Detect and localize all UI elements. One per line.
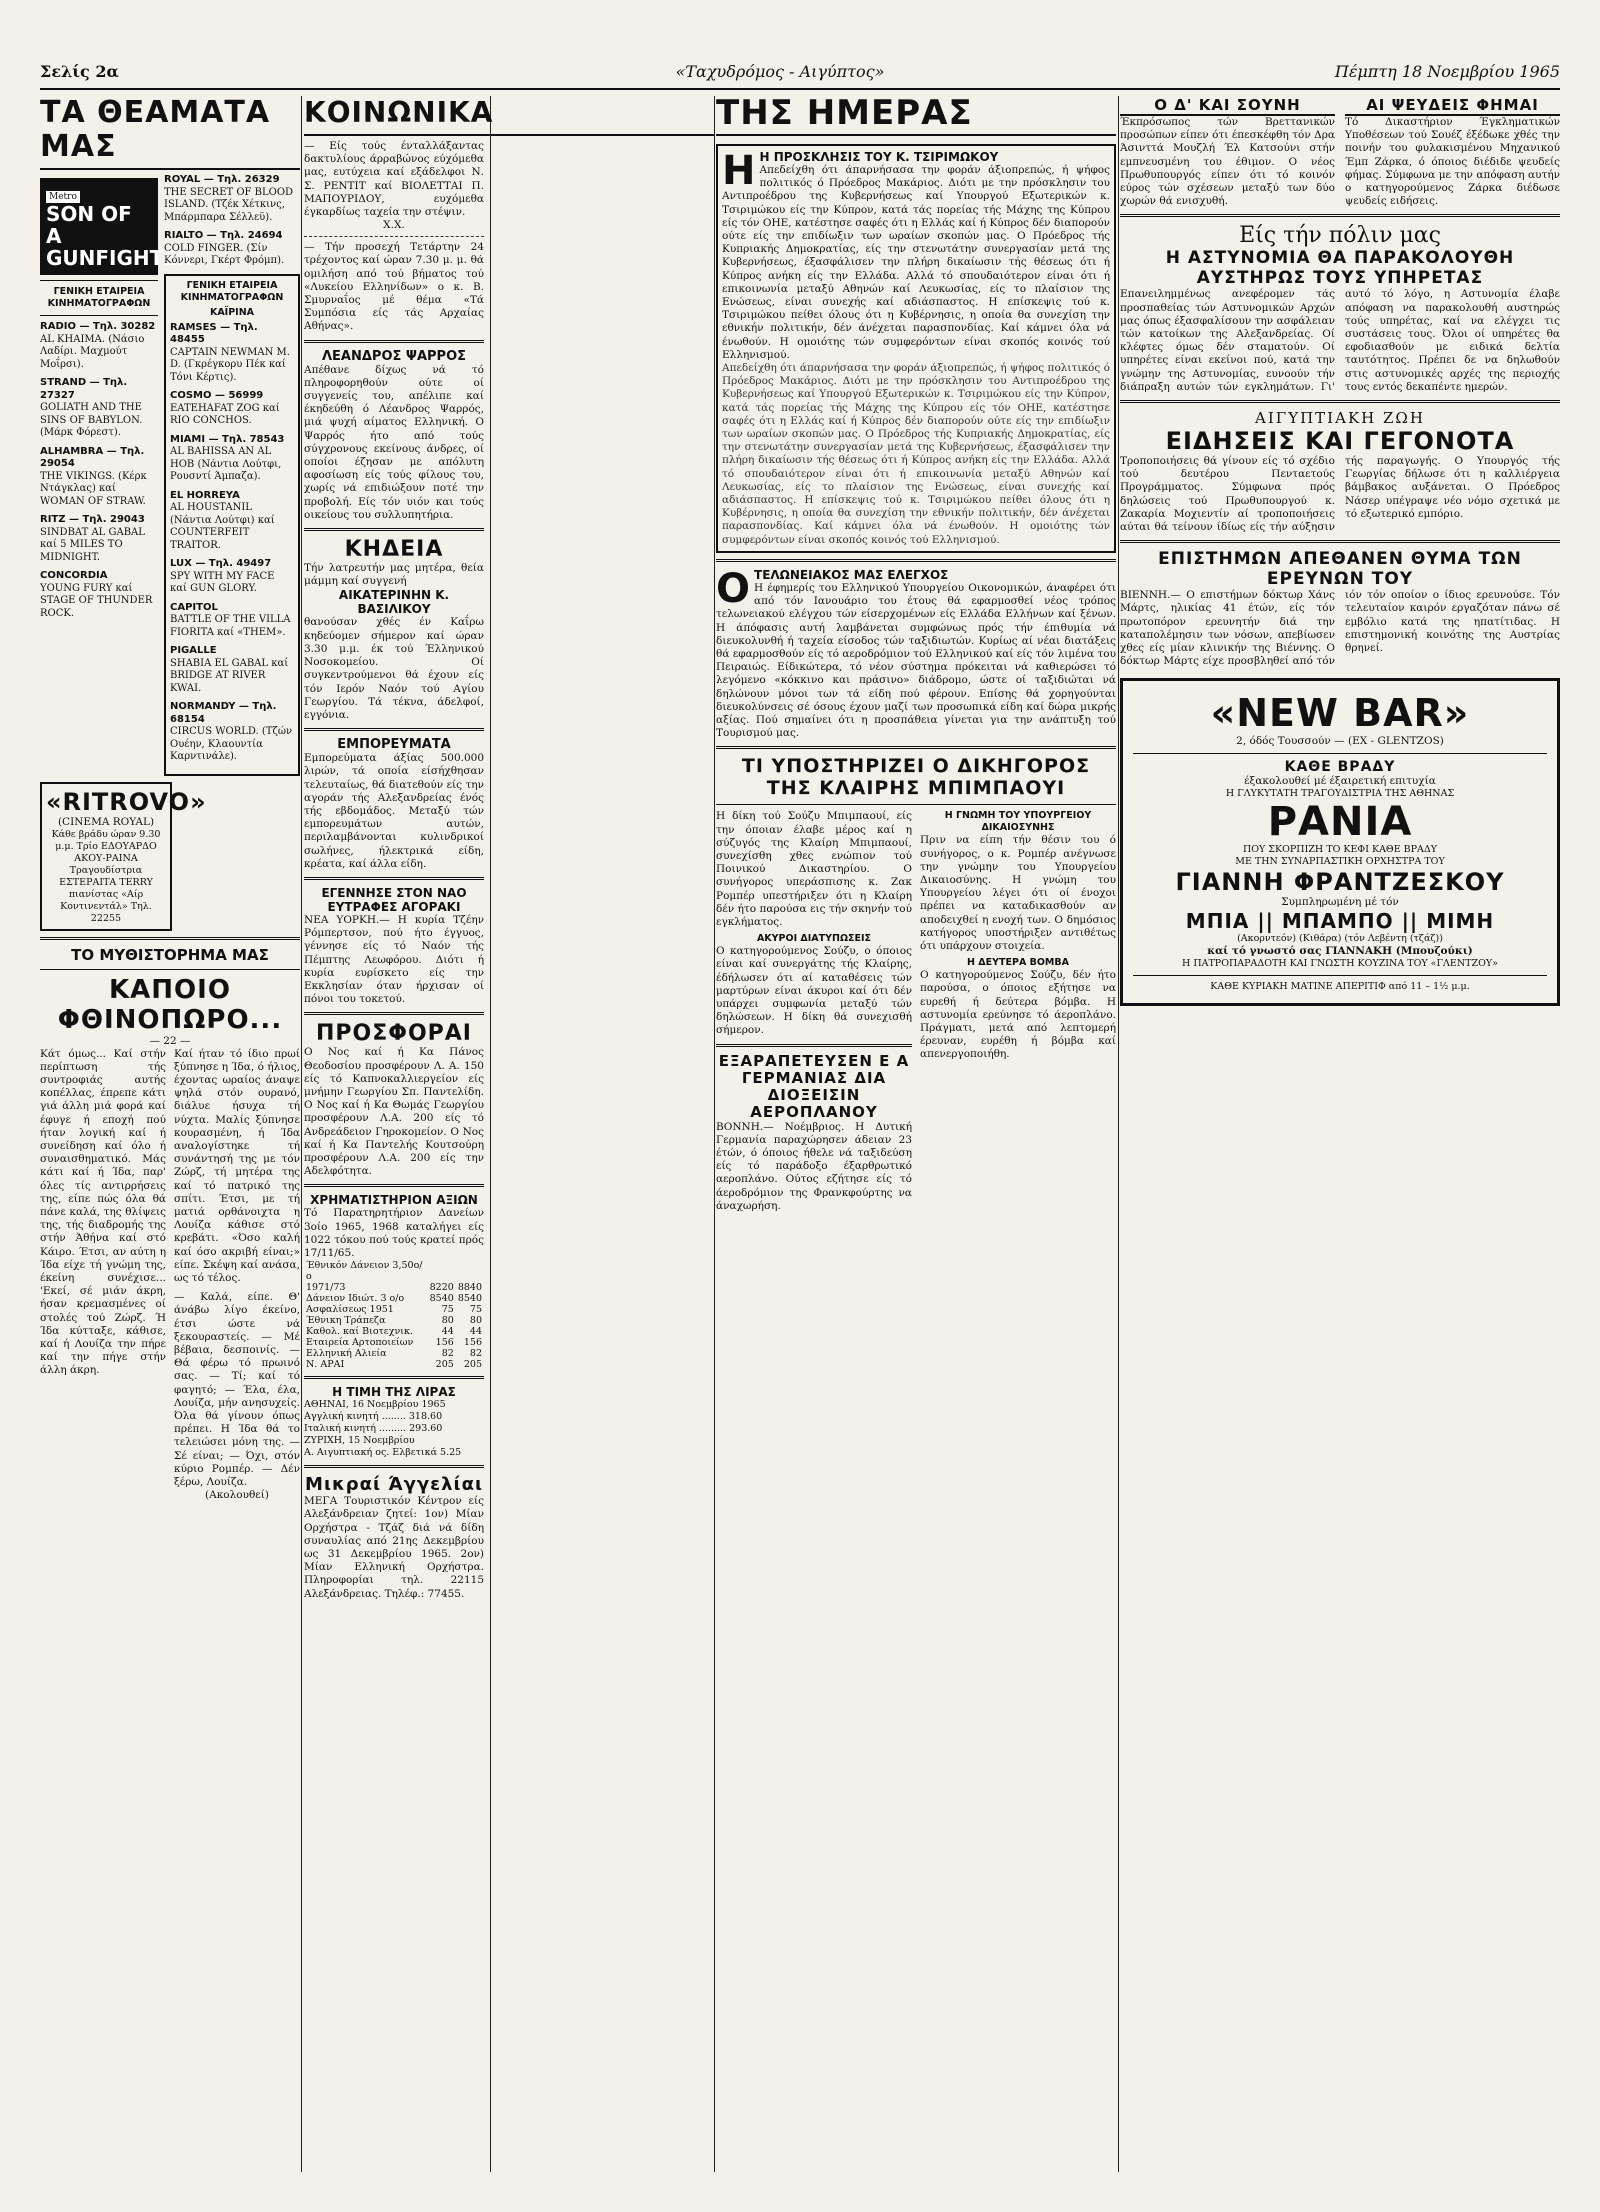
- science-headline: ΕΠΙΣΤΗΜΩΝ ΑΠΕΘΑΝΕΝ ΘΥΜΑ ΤΩΝ ΕΡΕΥΝΩΝ ΤΟΥ: [1158, 549, 1522, 590]
- column-day: [716, 96, 1116, 2172]
- cinema-listing: EL HORREYA AL HOUSTANIL (Νάντια Λούτφι) καί COUNTERFEIT TRAITOR.: [170, 489, 275, 551]
- cinema-listing: NORMANDY — Τηλ. 68154 CIRCUS WORLD. (Τζών Ουέην, Κλαουντία Καρντινάλε).: [170, 701, 293, 762]
- stock-cell: 8840: [457, 1282, 482, 1294]
- article-text: Η έφημερίς του Ελληνικού Υπουργείου Οικονομικών, άναφέρει ότι από τόν Ιανουάριο του έτους θά εφαρμοσθεί νέος τρόπος τελωνειακού ελέγχου τών είσερχομένων είς Ελλάδα Ελλήνων καί ξένων. Η άπόφασις αυτή λαμβάνεται συμφώνως πρός τήν έπιθυμία νά διευκολυνθή ή ταχεία είσοδος τών ταξιδιωτών. Κυρίως αί νέαι διατάξεις θά εφαρμοσθούν είς τό αεροδρόμιον τού Ελληνικού καί είς τόν λιμένα του Πειραιώς. Είδικώτερα, τό νέον σύστημα πρόκειται νά καθιερώσει τό λεγόμενο «κόκκινο και πράσινο» διάδρομο, ώστε οί ταξιδιώται νά δηλώνουν μόνοι των τά είδη πού φέρουν. Επίσης θά χορηγούνται διευκολύνσεις σέ όσους έχουν μαζί των προσωπικά είδη καί δώρα μικρής αξίας. Πού σημαίνει ότι η προσπάθεια γίνεται για την ανάπτυξη τού Τουρισμού μας.: [716, 581, 1116, 740]
- stock-cell: 8540: [457, 1293, 482, 1305]
- stock-cell: 205: [463, 1359, 482, 1371]
- metro-logo: Metro: [46, 191, 80, 203]
- drop-cap: Ο: [716, 565, 751, 612]
- article-heading: Η ΠΡΟΣΚΛΗΣΙΣ ΤΟΥ Κ. ΤΣΙΡΙΜΩΚΟΥ: [759, 150, 999, 164]
- egypt-label: ΑΙΓΥΠΤΙΑΚΗ ΖΩΗ: [1255, 409, 1425, 428]
- newspaper-name: «Ταχυδρόμος - Αιγύπτος»: [675, 62, 885, 81]
- cinema-listing: CONCORDIA YOUNG FURY καί STAGE OF THUNDER ROCK.: [40, 570, 153, 619]
- cinema-listing: RADIO — Τηλ. 30282 AL KHAIMA. (Νάσιο Λαδίρι. Μαχμούτ Μοΐρσι).: [40, 321, 156, 370]
- serial-title: ΚΑΠΟΙΟ ΦΘΙΝΟΠΩΡΟ...: [57, 974, 283, 1035]
- temple-text: ΝΕΑ ΥΟΡΚΗ.— Η κυρία Τζέην Ρόμπερτσον, πού ήτο έγγυος, γέννησε είς τό Ναόν τής Πέμπτης Λεωφόρου. Διότι ή κυρία ευρίσκετο είς την Εκκλησίαν όταν ήρχισαν οί πόνοι του τοκετού.: [304, 913, 484, 1006]
- stock-table: [304, 1260, 484, 1370]
- stock-cell: Καθολ. καί Βιοτεχνικ.: [306, 1326, 413, 1338]
- social-item: — Είς τούς ένταλλάξαντας δακτυλίους άρραβώνος εύχόμεθα μας, ευτύχεια καί εξάδελφοι Ν. Σ. ΡΕΝΤΙΤ καί ΒΙΟΛΕΤΤΑΙ Π. ΜΑΠΟΥΡΙΔΟΥ, ευχόμεθα έγκαρδίως ταχεία την στέψιν.: [304, 140, 484, 219]
- cinema-listing: COSMO — 56999 EATEHAFAT ZOG καί RIO CONCHOS.: [170, 390, 280, 426]
- cinema-listing: RAMSES — Τηλ. 48455 CAPTAIN NEWMAN M. D. (Γκρέγκορυ Πέκ καί Τόνι Κέρτις).: [170, 321, 290, 383]
- serial-part: — 22 —: [149, 1034, 191, 1047]
- region-label: ΚΑΪΡΙΝΑ: [209, 306, 255, 318]
- bar-line: ΠΟΥ ΣΚΟΡΠΙΖΗ ΤΟ ΚΕΦΙ ΚΑΘΕ ΒΡΑΔΥ: [1242, 844, 1438, 856]
- new-bar-ad: [1120, 678, 1560, 1006]
- article-text: Απεδείχθη ότι άπαρνήσασα την φοράν άξιοπρεπώς, ή ψήφος πολιτικός ό Πρόεδρος Μακάριος. Διότι με την πρόσκλησιν του Αντιπροέδρου της Κυβερνήσεως καί Υπουργού Εξωτερικών κ. Τσιριμώκου είς την Κύπρον, κατά τάς πορείας τής Μάχης της Κύπρου είς τόν ΟΗΕ, κατέστησε σαφές ότι η Ελλάς καί ή Κύπρος δέν διαπορούν ούτε είς την επιδίωξιν των ωραίων σκοπών μας. Ο Πρόεδρος τής Κυπριακής Δημοκρατίας, είς την στενωτάτην συνεργασίαν μετά της Κυβερνήσεως, έξασφάλισεν την πλήρη δικαίωσιν τής θέσεως ότι ή Κύπρος ανήκη είς την Ελλάδα. Αλλά τό σπουδαιότερον είναι ότι ή επικοινωνία μεταξύ Αθηνών καί Λευκωσίας, είς το πλαίσιον της Ενώσεως, είναι συνεχής καί αδιάσπαστος. Η επίσκεψις τού κ. Τσιριμώκου πείθει όλους ότι η Κυβέρνησις, η οποία θα συνεχίση την εθνικήν πολιτικήν, δέν άνέχεται παρασπονδίας. Καί κάμνει όλα νά ένωθούν. Η ομοιότης τών συμφερόντων είναι σκοπός κοινός τού Ελληνισμού.: [722, 362, 1110, 546]
- social-title: ΚΟΙΝΩΝΙΚΑ: [304, 96, 714, 136]
- stock-cell: Έθνικη Τράπεζα: [306, 1315, 386, 1327]
- stock-cell: [428, 1260, 456, 1282]
- bar-line: Η ΓΛΥΚΥΤΑΤΗ ΤΡΑΓΟΥΔΙΣΤΡΙΑ ΤΗΣ ΑΘΗΝΑΣ: [1225, 788, 1455, 800]
- article-subheading: Η ΓΝΩΜΗ ΤΟΥ ΥΠΟΥΡΓΕΙΟΥ ΔΙΚΑΙΟΣΥΝΗΣ: [944, 810, 1092, 834]
- stock-row: [304, 1337, 484, 1348]
- stock-cell: 205: [435, 1359, 454, 1371]
- temple-heading: ΕΓΕΝΝΗΣΕ ΣΤΟΝ ΝΑΟ: [321, 885, 467, 900]
- article-heading: ΕΞΑΡΑΠΕΤΕΥΣΕΝ Ε Α ΓΕΡΜΑΝΙΑΣ ΔΙΑ ΔΙΟΞΕΙΣΙΝ ΑΕΡΟΠΛΑΝΟΥ: [718, 1051, 910, 1121]
- ritrovo-title: «RITROVO»: [46, 787, 207, 816]
- theatres-title: ΤΑ ΘΕΑΜΑΤΑ ΜΑΣ: [40, 96, 300, 170]
- stock-cell: 44: [469, 1326, 482, 1338]
- article-text: Ο κατηγορούμενος Σούζυ, δέν ήτο παρούσα, ο όποιος εξήτησε να ευρεθή ή δεύτερα βόμβα. Η αστυνομία ερεύνησε τό άεροπλάνο. Πράγματι, μετά από λεπτομερή έρευναν, ευρέθη ή βόμβα καί απενεργοποιήθη.: [920, 969, 1116, 1061]
- cinema-listing: ROYAL — Τηλ. 26329 THE SECRET OF BLOOD ISLAND. (Τζέκ Χέτκινς, Μπάρμπαρα Σέλλεϋ).: [164, 174, 294, 223]
- company-name: ΓΕΝΙΚΗ ΕΤΑΙΡΕΙΑ ΚΙΝΗΜΑΤΟΓΡΑΦΩΝ: [180, 279, 284, 303]
- stock-cell: [456, 1260, 484, 1282]
- bar-line: καί τό γνωστό σας ΓΙΑΝΝΑΚΗ (Μπουζούκι): [1207, 945, 1473, 958]
- ritrovo-text: Κάθε βράδυ ώραν 9.30 μ.μ. Τρίο ΕΔΟΥΑΡΔΟ ΑΚΟΥ-ΡΑΙΝΑ Τραγουδίστρια ΕΣΤΕΡΑΙΤΑ TERRY πιανίστας «Αίρ Κοντινεντάλ» Τηλ. 22255: [51, 828, 161, 924]
- page-number: Σελίς 2α: [40, 62, 119, 81]
- cinema-listing: STRAND — Τηλ. 27327 GOLIATH AND THE SINS OF BABYLON. (Μάρκ Φόρεστ).: [40, 377, 143, 438]
- funeral-title: ΚΗΔΕΙΑ: [344, 537, 444, 563]
- drop-cap: Η: [722, 148, 756, 194]
- city-section-title: Είς τήν πόλιν μας: [1239, 223, 1441, 249]
- serial-continued: (Ακολουθεί): [205, 1489, 269, 1502]
- article-text: Απεδείχθη ότι άπαρνήσασα την φοράν άξιοπρεπώς, ή ψήφος πολιτικός ό Πρόεδρος Μακάριος. Διότι με την πρόσκλησιν του Αντιπροέδρου της Κυβερνήσεως καί Υπουργού Εξωτερικών κ. Τσιριμώκου είς την Κύπρον, κατά τάς πορείας τής Μάχης της Κύπρου είς τόν ΟΗΕ, κατέστησε σαφές ότι η Ελλάς καί ή Κύπρος δέν διαπορούν ούτε είς την επιδίωξιν των ωραίων σκοπών μας. Ο Πρόεδρος τής Κυπριακής Δημοκρατίας, είς την στενωτάτην συνεργασίαν μετά της Κυβερνήσεως, έξασφάλισεν την πλήρη δικαίωσιν τής θέσεως ότι ή Κύπρος ανήκη είς την Ελλάδα. Αλλά τό σπουδαιότερον είναι ότι ή επικοινωνία μεταξύ Αθηνών καί Λευκωσίας, είς το πλαίσιον της Ενώσεως, είναι συνεχής καί αδιάσπαστος. Η επίσκεψις τού κ. Τσιριμώκου πείθει όλους ότι η Κυβέρνησις, η οποία θα συνεχίση την εθνικήν πολιτικήν, δέν άνέχεται παρασπονδίας. Καί κάμνει όλα νά ένωθούν. Η ομοιότης τών συμφερόντων είναι σκοπός κοινός τού Ελληνισμού.: [722, 164, 1110, 361]
- day-title: ΤΗΣ ΗΜΕΡΑΣ: [716, 96, 1116, 136]
- article-text: Η δίκη τού Σούζυ Μπιμπαουί, είς την όποιαν έλαβε μέρος καί η σύζυγός της Κλαίρη Μπιμπαουί, συνεχίσθη χθες ενώπιον τού Ποινικού Δικαστηρίου. Ο συνήγορος υπεράσπισης κ. Ζακ Ρομπέρ υπεστήριξεν ότι η Κλαίρη δέν ήτο παρούσα εις τήν σκηνήν τού εγκλήματος.: [716, 810, 912, 928]
- singer-name: ΡΑΝΙΑ: [1267, 799, 1413, 846]
- film-title: SON OF A GUNFIGHTER: [46, 202, 193, 270]
- obituary-heading: ΛΕΑΝΔΡΟΣ ΨΑΡΡΟΣ: [321, 348, 467, 364]
- pound-line: ΖΥΡΙΧΗ, 15 Νοεμβρίου: [304, 1435, 415, 1447]
- classifieds-text: ΜΕΓΑ Τουριστικόν Κέντρον είς Αλεξάνδρειαν ζητεί: 1ον) Μίαν Ορχήστρα - Τζάζ διά νά δίδη συναυλίας από 21ης Δεκεμβρίου ως 31 Δεκεμβρίου 1965. 2ον) Μίαν Ελληνική Ορχήστρα. Πληροφορίαι τηλ. 22115 Αλεξάνδρειας. Τηλέφ.: 77455.: [304, 1495, 484, 1600]
- stock-row: [304, 1293, 484, 1304]
- bar-line: Συμπληρωμένη μέ τόν: [1281, 896, 1399, 909]
- pound-line: ΑΘΗΝΑΙ, 16 Νοεμβρίου 1965: [304, 1399, 446, 1411]
- serial-label: ΤΟ ΜΥΘΙΣΤΟΡΗΜΑ ΜΑΣ: [71, 945, 269, 964]
- stock-cell: 80: [469, 1315, 482, 1327]
- article-text: ΒΟΝΝΗ.— Νοέμβριος. Η Δυτική Γερμανία παραχώρησεν άδειαν 23 έτών, ό όποιος ήθελε νά ταξιδεύση είς τό παράδοξο έξαρθρωτικό αεροπλάνο. Ούτος εζήτησε είς τό άεροδρόμιον της Φρανκφούρτης να άναχωρήση.: [716, 1120, 912, 1212]
- company-name: ΓΕΝΙΚΗ ΕΤΑΙΡΕΙΑ ΚΙΝΗΜΑΤΟΓΡΑΦΩΝ: [47, 286, 151, 309]
- pound-line: Α. Αιγυπτιακή ος. Ελβετικά 5.25: [304, 1447, 462, 1459]
- stock-cell: Έθνικόν Δάνειον 3,50ο/ο: [306, 1260, 423, 1283]
- bar-every-night: ΚΑΘΕ ΒΡΑΔΥ: [1284, 759, 1396, 776]
- trade-text: Εμπορεύματα άξίας 500.000 λιρών, τά οποία είσήχθησαν τελευταίως, θά διατεθούν είς την αγοράν τής Αλεξανδρείας ένός τής εβδομάδος. Μεταξύ τών εμπορευμάτων αυτών, περιλαμβάνονται κυλινδρικοί σωλήνες, ήλεκτρικά είδη, κρέατα, καί άλλα είδη.: [304, 752, 484, 870]
- orchestra-name: ΓΙΑΝΝΗ ΦΡΑΝΤΖΕΣΚΟΥ: [1175, 868, 1505, 897]
- stock-cell: Εταιρεία Αρτοποιείων: [306, 1337, 414, 1349]
- stock-row: [304, 1359, 484, 1370]
- stock-cell: 44: [441, 1326, 454, 1338]
- stock-cell: 82: [469, 1348, 482, 1360]
- news-text: Τό Δικαστήριον Έγκληματικών Υποθέσεων τού Σουέζ έξέδωκε χθές την ποινήν του φυλακισμένου Μηχανικού Έμπ Ζάρκα, ό όποιος διέδιδε ψευδείς φήμας. Σύμφωνα με την απόφαση αυτήν ο κατηγορούμενος Ζάρκα διέδωσε ψευδείς ειδήσεις.: [1345, 116, 1560, 208]
- cinema-listing: PIGALLE SHABIA EL GABAL καί BRIDGE AT RIVER KWAI.: [170, 645, 289, 694]
- stock-cell: Δάνειον Ιδιώτ. 3 ο/ο: [306, 1293, 405, 1305]
- stock-row: [304, 1304, 484, 1315]
- news-heading: Ο Δ' ΚΑΙ ΣΟΥΝΗ: [1120, 96, 1335, 116]
- egypt-text: Τροποποιήσεις θά γίνουν είς τό σχέδιο τού δευτέρου Πενταετούς Προγράμματος. Σύμφωνα πρός δηλώσεις τού Πρωθυπουργού κ. Ζακαρία Μοχιεντίν αί τροποποιήσεις αύται θά τείνουν ίδίως είς τήν αύξησιν τής παραγωγής. Ο Υπουργός τής Γεωργίας δήλωσε ότι η καλλιέργεια βάμβακος αυξάνεται. Ο Πρόεδρος Νάσερ υπέγραψε νέο νόμο σχετικά με τό εξωτερικό εμπόριο.: [1120, 455, 1560, 534]
- column-social: [304, 96, 714, 2172]
- temple-heading-2: ΕΥΤΡΑΦΕΣ ΑΓΟΡΑΚΙ: [327, 899, 461, 914]
- egypt-headline: ΕΙΔΗΣΕΙΣ ΚΑΙ ΓΕΓΟΝΟΤΑ: [1165, 427, 1515, 456]
- stock-row: [304, 1315, 484, 1326]
- cinema-listing: LUX — Τηλ. 49497 SPY WITH MY FACE καί GUN GLORY.: [170, 558, 275, 594]
- stock-cell: 80: [441, 1315, 454, 1327]
- social-item: — Τήν προσεχή Τετάρτην 24 τρέχοντος καί ώραν 7.30 μ. μ. θά ομιλήση από τού βήματος τού «Λυκείου Ελληνίδων» ο κ. Β. Σμυρναΐος μέ θέμα «Τά Συμπόσια είς τάς Αρχαίας Αθήνας».: [304, 241, 484, 333]
- cinema-listing: CAPITOL BATTLE OF THE VILLA FIORITA καί «THEM».: [170, 601, 291, 638]
- article-heading: ΤΕΛΩΝΕΙΑΚΟΣ ΜΑΣ ΕΛΕΓΧΟΣ: [754, 567, 949, 582]
- offers-text: Ο Νος καί ή Κα Πάνος Θεοδοσίου προσφέρουν Λ. Α. 150 είς τό Καπνοκαλλιεργείον είς μνήμην Γεωργίου Σπ. Παντελίδη. Ο Νος καί ή Κα Θωμάς Γεωργίου προσφέρουν Λ.Α. 200 είς τό Ανδρεάδειον Γηροκομείον. Ο Νος καί ή Κα Παντελής Κουτσούρη προσφέρουν Λ.Α. 200 είς την Αδελφότητα.: [304, 1046, 484, 1178]
- trade-heading: ΕΜΠΟΡΕΥΜΑΤΑ: [337, 737, 451, 753]
- pound-line: Ιταλική κινητή ......... 293.60: [304, 1423, 443, 1435]
- film-ad: [40, 178, 193, 275]
- cinema-listing: RIALTO — Τηλ. 24694 COLD FINGER. (Σίν Κόννερι, Γκέρτ Φρόμπ).: [164, 230, 285, 266]
- article-subheading: Η ΔΕΥΤΕΡΑ ΒΟΜΒΑ: [967, 957, 1069, 969]
- pound-heading: Η ΤΙΜΗ ΤΗΣ ΛΙΡΑΣ: [332, 1385, 456, 1400]
- ritrovo-ad: [40, 782, 207, 931]
- cinema-listing: RITZ — Τηλ. 29043 SINDBAT AL GABAL καί 5 MILES TO MIDNIGHT.: [40, 514, 145, 563]
- stock-cell: 75: [469, 1304, 482, 1316]
- news-text: Έκπρόσωπος τών Βρεττανικών προσώπων είπεν ότι έπεσκέφθη τόν Δρα Άσινττά Μουζλή Έλ Κατσούνι στήν εμπνευσμένη του έθιμον. Ο νέος Πρωθυπουργός είπεν ότι τό κοινόν εύρος τών σχέσεων μεταξύ των δύο χωρών θά ενισχυθή.: [1120, 116, 1335, 208]
- obituary-text: Απέθανε δίχως νά τό πληροφορηθούν ούτε οί συγγενείς του, απέλιπε καί έκηδεύθη ό Λέανδρος Ψαρρός, μιά ψυχή αίματος Ελληνική. Ο Ψαρρός ήτο από τούς σύγχρονους εκείνους άνδρες, οί οποίοι έζησαν με απόλυτη αφοσίωση είς τούς φίλους του, χωρίς νά επιδιώξουν ποτέ την προβολή. Είς τόν υιόν και τούς οικείους του συλλυπητήρια.: [304, 363, 484, 521]
- stock-cell: 8540: [429, 1293, 454, 1305]
- column-divider: [714, 96, 715, 2172]
- bar-name: «NEW BAR»: [1210, 691, 1470, 736]
- stock-cell: 75: [441, 1304, 454, 1316]
- cinema-listing: MIAMI — Τηλ. 78543 AL BAHISSA AN AL HOB (Νάντια Λούτφι, Ρουσντί Άμπαζα).: [170, 433, 285, 482]
- stock-row: [304, 1326, 484, 1337]
- news-heading: ΑΙ ΨΕΥΔΕΙΣ ΦΗΜΑΙ: [1345, 96, 1560, 116]
- stock-text: Τό Παρατηρητήριον Δανείων 3οίο 1965, 1968 καταλήγει είς 1022 τόκου πού τούς κρατεί πρός 17/11/65.: [304, 1207, 484, 1259]
- article-subheading: ΑΚΥΡΟΙ ΔΙΑΤΥΠΩΣΕΙΣ: [756, 933, 872, 945]
- city-text: Επανειλημμένως ανεφέρομεν τάς προσπαθείας τών Αστυνομικών Αρχών μας όπως έξασφαλίσουν την ασφάλειαν τών κατοίκων της Αλεξανδρείας. Οί κλέφτες όμως δέν σταματούν. Οί υπηρέτες είναι εκείνοι πού, κατά την γνώμην της Αστυνομίας, ευνοούν τήν διάπραξη αυτών τών εγκλημάτων. Γι' αυτό τό λόγο, η Αστυνομία έλαβε απόφαση να παρακολουθή αυστηρώς τούς υπηρέτας, καί να ελέγχει τις συστάσεις τους. Όλοι οί υπηρέτες θα εφοδιασθούν με ειδικά δελτία ταυτότητος. Πρέπει δε να δηλωθούν στις αστυνομικές αρχές της περιοχής τους εντός δεκαπέντε ημερών.: [1120, 288, 1560, 393]
- column-theatres: [40, 96, 300, 2172]
- funeral-intro: Τήν λατρευτήν μας μητέρα, θεία μάμμη καί συγγενή: [304, 562, 484, 588]
- serial-dialogue: — Καλά, είπε. Θ' άνάβω λίγο έκείνο, έτσι ώστε νά ξεκουραστείς. — Μέ βέβαια, δεσποινίς. — Θά φέρω τό πρωινό σας. — Τί; καί τό φαγητό; — Έλα, έλα, Λουίζα, μήν ανησυχείς. Όλα θά γίνουν όπως πρέπει. Η Ίδα θά το τελειώσει μόνη της. — Σέ είναι; — Όχι, στόν κύριο Ρομπέρ. — Δέν ξέρω, Λουίζα.: [174, 1291, 300, 1488]
- offers-title: ΠΡΟΣΦΟΡΑΙ: [315, 1021, 472, 1047]
- sunday-matinee: ΚΑΘΕ ΚΥΡΙΑΚΗ ΜΑΤΙΝΕ ΑΠΕΡΙΤΙΦ από 11 – 1½ μ.μ.: [1210, 981, 1470, 993]
- ritrovo-subtitle: (CINEMA ROYAL): [57, 815, 155, 828]
- serial-text: Καί ήταν τό ίδιο πρωί ξύπνησε η Ίδα, ό ήλιος, έχοντας ωραίος άναψε ψηλά στόν ουρανό, διάλυε ήσυχα τή νύχτα. Μαλίς ξύπνησε κουρασμένη, ή Ίδα αναλογίστηκε τή συνάντησή της με τόν Ζώρζ, τή μητέρα της καί τό πατρικό της σπίτι. Έτσι, με τή ματιά ορθάνοιχτα η Λουίζα κάθισε στό κρεβάτι. «Όσο καλή καί όσο ακριβή είναι;» είπε. Σκέψη καί ανάσα, ως τό τέλος.: [174, 1047, 300, 1284]
- social-sign: Χ.Χ.: [383, 219, 405, 232]
- bar-kitchen: Η ΠΑΤΡΟΠΑΡΑΔΟΤΗ ΚΑΙ ΓΝΩΣΤΗ ΚΟΥΖΙΝΑ ΤΟΥ «ΓΛΕΝΤΖΟΥ»: [1182, 958, 1498, 970]
- article-text: Πριν να είπη τήν θέσιν του ό συνήγορος, ο κ. Ρομπέρ ανέγνωσε την γνώμην του Υπουργείου Δικαιοσύνης. Η γνώμη του Υπουργείου λέγει ότι οί ένοχοι πρέπει να καταδικασθούν αν αποδειχθεί η ενοχή των. Ο δημόσιος κατήγορος υποστήριξεν αντιθέτως ότι υπάρχουν στοιχεία.: [920, 834, 1116, 952]
- stock-cell: Ελληνική Αλιεία: [306, 1348, 387, 1360]
- classifieds-title: Μικραί Άγγελίαι: [305, 1474, 483, 1496]
- pound-line: Αγγλική κινητή ........ 318.60: [304, 1411, 443, 1423]
- stock-cell: 82: [441, 1348, 454, 1360]
- stock-heading: ΧΡΗΜΑΤΙΣΤΗΡΙΟΝ ΑΞΙΩΝ: [310, 1193, 478, 1208]
- column-divider: [1118, 96, 1119, 2172]
- musicians: ΜΠΙΑ || ΜΠΑΜΠΟ || ΜΙΜΗ: [1185, 909, 1495, 934]
- page-header: [40, 62, 1560, 90]
- stock-cell: 156: [435, 1337, 454, 1349]
- musician-instruments: (Ακορντεόν) (Κιθάρα) (τόν Λεβέντη (τζάζ)): [1237, 933, 1443, 945]
- stock-row: [304, 1282, 484, 1293]
- column-right: [1120, 96, 1560, 2172]
- issue-date: Πέμπτη 18 Νοεμβρίου 1965: [1334, 62, 1560, 81]
- article-heading: ΤΙ ΥΠΟΣΤΗΡΙΖΕΙ Ο ΔΙΚΗΓΟΡΟΣ ΤΗΣ ΚΛΑΙΡΗΣ ΜΠΙΜΠΑΟΥΙ: [741, 755, 1091, 800]
- article-text: Ο κατηγορούμενος Σούζυ, ο όποιος είναι καί συνεργάτης τής Κλαίρης, έδήλωσεν ότι αί καταθέσεις τών μαρτύρων είναι άκυροι καί ότι δέν υπάρχει συμφωνία μεταξύ τών δηλώσεων. Η δίκη θά συνεχισθή σήμερον.: [716, 945, 912, 1037]
- stock-cell: 8220: [429, 1282, 454, 1294]
- stock-row: [304, 1260, 484, 1282]
- funeral-name: ΑΙΚΑΤΕΡΙΝΗΝ Κ. ΒΑΣΙΛΙΚΟΥ: [338, 588, 450, 617]
- bar-line: ΜΕ ΤΗΝ ΣΥΝΑΡΠΑΣΤΙΚΗ ΟΡΧΗΣΤΡΑ ΤΟΥ: [1235, 856, 1445, 868]
- stock-cell: Ασφαλίσεως 1951: [306, 1304, 394, 1316]
- column-divider: [301, 96, 302, 2172]
- bar-line: έξακολουθεί μέ έξαιρετική επιτυχία: [1244, 775, 1436, 788]
- stock-row: [304, 1348, 484, 1359]
- stock-cell: Ν. ΑΡΑΙ: [306, 1359, 345, 1371]
- city-headline: Η ΑΣΤΥΝΟΜΙΑ ΘΑ ΠΑΡΑΚΟΛΟΥΘΗ ΑΥΣΤΗΡΩΣ ΤΟΥΣ ΥΠΗΡΕΤΑΣ: [1165, 248, 1515, 289]
- science-text: ΒΙΕΝΝΗ.— Ο επιστήμων δόκτωρ Χάνς Μάρτς, ηλικίας 41 έτών, είς τόν πρωτοπόρον ερευνητήν διά την καταπολέμησιν των νόσων, απεβίωσεν χθες είς μίαν κλινικήν της Βιέννης. Ο δόκτωρ Μάρτς είχε προσβληθεί από τόν ιόν τόν οποίον ο ίδιος ερευνούσε. Τόν τελευταίον καιρόν εργαζόταν πάνω σέ εμβόλιο κατά της ηπατίτιδας. Η επιστημονική κοινότης της Αυστρίας θρηνεί.: [1120, 589, 1560, 668]
- bar-address: 2, όδός Τουσσούν — (EX - GLENTZOS): [1236, 735, 1444, 748]
- stock-cell: 156: [463, 1337, 482, 1349]
- stock-cell: 1971/73: [306, 1282, 346, 1294]
- serial-text: Κάτ όμως... Καί στήν περίπτωση τής συντροφιάς αυτής κοπέλλας, έπρεπε κάτι γιά άλλη μιά φορά καί έφυγε ή εποχή πού ήταν λογική καί ή συνείδηση καί όλο ή συναισθηματικό. Μάς κάτι καί ή Ίδα, παρ' όλες τίς αντιρρήσεις της, είπε πώς όλα θά πάνε καλά, της θλίψεις της, τής διαδρομής της στήν Άθήνα καί στό Κάιρο. Έτσι, αν αύτη η Ίδα είχε τή γνώμη της, έκείνη συνέχισε... 'Εκεί, σέ μιάν άκρη, ήσαν κρεμασμένες οί στολές τού Ζώρζ. Ή Ίδα κύτταξε, κάθισε, καί ή Λουίζα την πήρε καί την πήγε στήν άλλη άκρη.: [40, 1047, 166, 1377]
- funeral-text: θανούσαν χθές έν Καΐρω κηδεύομεν σήμερον καί ώραν 3.30 μ.μ. έκ τού Έλληνικού Νοσοκομείου. Οί συγκεντρούμενοι θά έχουν είς τόν Ιερόν Ναόν τού Αγίου Γεωργίου. Τά τέκνα, άδελφοί, εγγόνια.: [304, 616, 484, 721]
- cinema-listing: ALHAMBRA — Τηλ. 29054 THE VIKINGS. (Κέρκ Ντάγκλας) καί WOMAN OF STRAW.: [40, 445, 147, 507]
